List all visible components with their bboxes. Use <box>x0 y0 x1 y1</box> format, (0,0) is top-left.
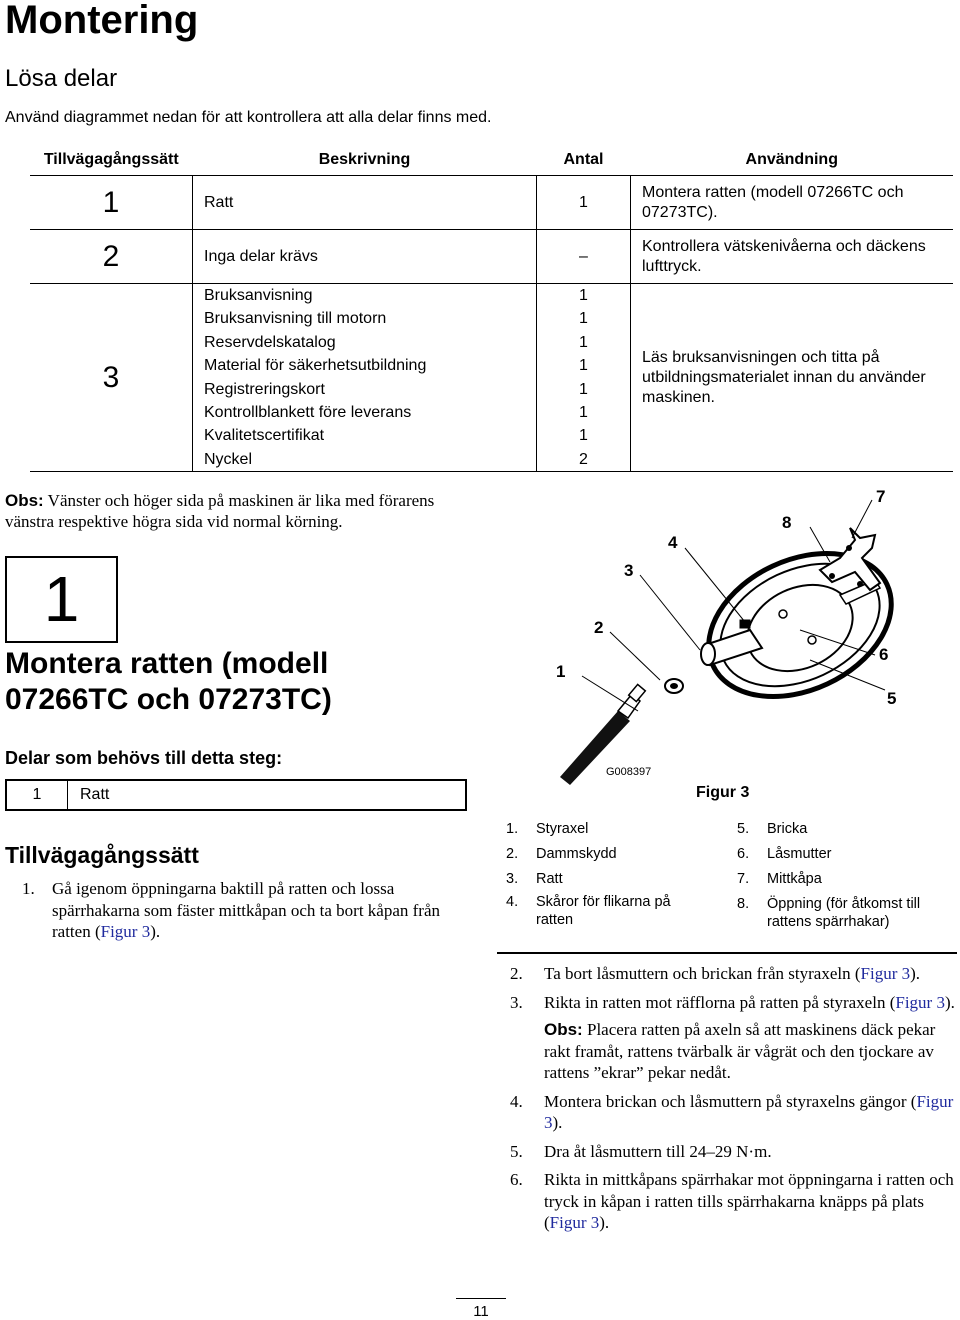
callout-8: 8 <box>782 513 792 532</box>
callout-3: 3 <box>624 561 634 580</box>
page-number: 11 <box>473 1303 489 1320</box>
table-row <box>30 176 953 230</box>
part-use: Montera ratten (modell 07266TC och 07273TC). <box>631 176 954 230</box>
procedure-step-5: 5. Dra åt låsmuttern till 24–29 N·m. <box>510 1141 772 1161</box>
figure-link[interactable]: Figur 3 <box>549 1213 600 1232</box>
part-description: Reservdelskatalog <box>204 333 336 351</box>
part-description: Registreringskort <box>204 380 325 398</box>
part-description: Ratt <box>193 176 537 230</box>
step-number-box: 1 <box>5 556 118 643</box>
procedure-step-4: 4. Montera brickan och låsmuttern på styraxelns gängor (Figur 3). <box>510 1091 954 1132</box>
table-row <box>30 230 953 284</box>
center-cover-illustration <box>820 528 880 590</box>
page-title: Montering <box>5 0 199 42</box>
loose-parts-table <box>30 145 953 472</box>
procedure-step-6: 6. Rikta in mittkåpans spärrhakar mot öppningarna i ratten och tryck in kåpan i ratten tills spärrhakarna knäpps på plats (Figur 3). <box>510 1170 954 1232</box>
procedure-number: 2 <box>30 230 193 284</box>
procedure-number: 1 <box>30 176 193 230</box>
part-qty: – <box>537 230 631 284</box>
part-description: Kvalitetscertifikat <box>204 427 325 445</box>
figure-id: G008397 <box>606 766 652 778</box>
procedure-title: Tillvägagångssätt <box>5 842 199 868</box>
part-qty-list <box>537 284 631 472</box>
figure-link[interactable]: Figur 3 <box>100 922 151 941</box>
procedure-step-2: 2. Ta bort låsmuttern och brickan från styraxeln (Figur 3). <box>510 964 921 983</box>
figure-link[interactable]: Figur 3 <box>544 1091 954 1132</box>
part-qty: 1 <box>579 380 588 398</box>
callout-7: 7 <box>876 487 886 506</box>
col-header-qty: Antal <box>537 145 631 176</box>
figure-label: Figur 3 <box>696 784 750 801</box>
note <box>5 490 465 532</box>
part-description: Inga delar krävs <box>193 230 537 284</box>
callout-4: 4 <box>668 533 678 552</box>
procedure-number: 3 <box>30 284 193 472</box>
procedure-step-3: 3. Rikta in ratten mot räfflorna på ratten på styraxeln (Figur 3). Obs: Placera ratten på axeln så att maskinens däck pekar rakt framåt, rattens tvärbalk är vågrät och den tjockare av rattens ”ekrar” pekar nedåt. <box>505 992 957 1084</box>
part-description: Kontrollblankett före leverans <box>204 403 412 421</box>
part-qty: 1 <box>537 176 631 230</box>
part-use: Kontrollera vätskenivåerna och däckens lufttryck. <box>631 230 954 284</box>
required-parts-title: Delar som behövs till detta steg: <box>5 748 283 768</box>
part-description-list <box>193 284 537 472</box>
steering-wheel-figure <box>500 480 957 785</box>
section-title: Lösa delar <box>5 65 118 92</box>
figure-link[interactable]: Figur 3 <box>895 992 945 1012</box>
footer-rule <box>456 1298 506 1299</box>
required-qty: 1 <box>7 781 68 809</box>
required-parts-table <box>5 779 467 811</box>
procedure-steps <box>505 963 957 1241</box>
figure-link[interactable]: Figur 3 <box>860 964 911 983</box>
intro-text: Använd diagrammet nedan för att kontrollera att alla delar finns med. <box>5 109 492 126</box>
col-header-procedure: Tillvägagångssätt <box>30 145 193 176</box>
step-num: 1. <box>22 879 35 898</box>
note-label: Obs: <box>5 491 44 510</box>
table-row <box>30 284 953 472</box>
part-qty: 1 <box>579 287 588 304</box>
callout-5: 5 <box>887 689 897 708</box>
callout-6: 6 <box>879 645 889 664</box>
part-qty: 1 <box>579 357 588 375</box>
step-text: Gå igenom öppningarna baktill på ratten och lossa spärrhakarna som fäster mittkåpan och ta bort kåpan från ratten ( <box>52 879 441 941</box>
col-header-description: Beskrivning <box>193 145 537 176</box>
procedure-step-1: 1. Gå igenom öppningarna baktill på ratten och lossa spärrhakarna som fäster mittkåpan och ta bort kåpan från ratten (Figur 3). <box>22 879 441 941</box>
required-part: Ratt <box>80 786 110 803</box>
callout-1: 1 <box>556 662 566 681</box>
note-text: Vänster och höger sida på maskinen är lika med förarens vänstra respektive högra sida vid normal körning. <box>5 491 435 531</box>
part-use: Läs bruksanvisningen och titta på utbildningsmaterialet innan du använder maskinen. <box>631 284 954 472</box>
part-description: Material för säkerhetsutbildning <box>204 357 427 375</box>
part-qty: 1 <box>579 427 588 445</box>
part-description: Nyckel <box>204 450 253 468</box>
part-qty: 1 <box>579 403 588 421</box>
part-qty: 1 <box>579 333 588 351</box>
part-description: Bruksanvisning <box>204 287 313 304</box>
part-description: Bruksanvisning till motorn <box>204 310 387 328</box>
step-title: Montera ratten (modell 07266TC och 07273TC) <box>5 647 332 716</box>
part-qty: 1 <box>579 310 588 328</box>
wheel-illustration <box>686 526 915 725</box>
callout-2: 2 <box>594 618 604 637</box>
note: Obs: Placera ratten på axeln så att maskinens däck pekar rakt framåt, rattens tvärbalk är vågrät och den tjockare av rattens ”ekrar” pekar nedåt. <box>544 1020 936 1082</box>
part-qty: 2 <box>579 450 588 468</box>
col-header-use: Användning <box>631 145 954 176</box>
figure-divider <box>497 952 957 954</box>
locknut-illustration <box>665 679 683 693</box>
